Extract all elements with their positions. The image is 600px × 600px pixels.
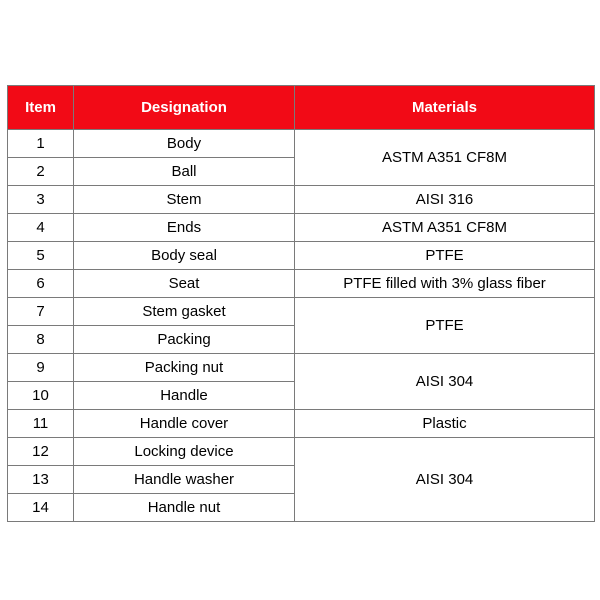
designation-cell: Body seal <box>74 242 295 270</box>
item-number: 4 <box>8 214 74 242</box>
item-number: 10 <box>8 382 74 410</box>
designation-cell: Handle nut <box>74 494 295 522</box>
material-cell: AISI 304 <box>295 354 595 410</box>
designation-cell: Seat <box>74 270 295 298</box>
item-number: 8 <box>8 326 74 354</box>
designation-cell: Locking device <box>74 438 295 466</box>
designation-cell: Body <box>74 130 295 158</box>
material-cell: ASTM A351 CF8M <box>295 130 595 186</box>
materials-table <box>7 85 595 522</box>
material-cell: ASTM A351 CF8M <box>295 214 595 242</box>
material-cell: AISI 304 <box>295 438 595 522</box>
designation-cell: Handle cover <box>74 410 295 438</box>
header-designation: Designation <box>74 86 295 130</box>
table-row <box>8 214 595 242</box>
item-number: 7 <box>8 298 74 326</box>
designation-cell: Handle <box>74 382 295 410</box>
designation-cell: Handle washer <box>74 466 295 494</box>
item-number: 13 <box>8 466 74 494</box>
material-cell: PTFE filled with 3% glass fiber <box>295 270 595 298</box>
table-row <box>8 130 595 158</box>
item-number: 6 <box>8 270 74 298</box>
designation-cell: Stem <box>74 186 295 214</box>
item-number: 11 <box>8 410 74 438</box>
table-row <box>8 242 595 270</box>
table-row <box>8 298 595 326</box>
table-row <box>8 410 595 438</box>
item-number: 3 <box>8 186 74 214</box>
item-number: 14 <box>8 494 74 522</box>
item-number: 9 <box>8 354 74 382</box>
material-cell: PTFE <box>295 298 595 354</box>
header-row <box>8 86 595 130</box>
item-number: 1 <box>8 130 74 158</box>
item-number: 5 <box>8 242 74 270</box>
designation-cell: Ball <box>74 158 295 186</box>
designation-cell: Stem gasket <box>74 298 295 326</box>
designation-cell: Packing nut <box>74 354 295 382</box>
header-materials: Materials <box>295 86 595 130</box>
table-row <box>8 186 595 214</box>
table-row <box>8 438 595 466</box>
material-cell: AISI 316 <box>295 186 595 214</box>
item-number: 2 <box>8 158 74 186</box>
material-cell: PTFE <box>295 242 595 270</box>
material-cell: Plastic <box>295 410 595 438</box>
designation-cell: Packing <box>74 326 295 354</box>
header-item: Item <box>8 86 74 130</box>
table-row <box>8 354 595 382</box>
table-row <box>8 270 595 298</box>
designation-cell: Ends <box>74 214 295 242</box>
item-number: 12 <box>8 438 74 466</box>
